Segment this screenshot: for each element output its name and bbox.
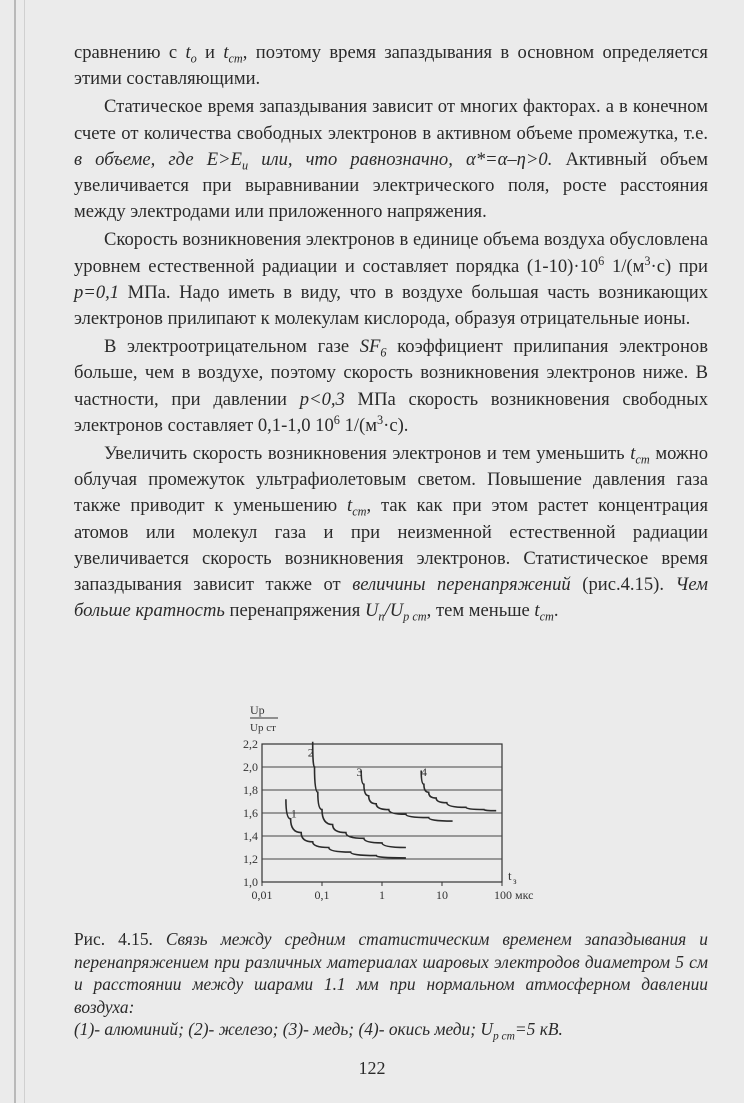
y-axis-label-denominator: Up ст xyxy=(250,722,276,734)
math-p: p=0,1 xyxy=(74,281,120,303)
page-edge-line xyxy=(14,0,16,1103)
math-sub: cm xyxy=(228,51,243,66)
paragraph-4 xyxy=(74,334,708,439)
math-tst: t xyxy=(223,42,229,63)
y-tick-label: 1,2 xyxy=(243,852,258,866)
paragraph-1 xyxy=(74,40,708,92)
text-span: сравнению с xyxy=(74,42,186,63)
series-line-4 xyxy=(421,771,496,811)
text-span: (рис.4.15). xyxy=(570,574,676,596)
figure-caption xyxy=(74,928,708,1041)
text-span: Активный объем увеличивается при выравнивании электрического поля, росте расстояния между электродами или приложенного напряжения. xyxy=(74,148,708,223)
text-span: коэффициент прилипания электронов больше, чем в воздухе, поэтому скорость возникновения электронов ниже. В частности, при давлении xyxy=(74,336,709,410)
math-sub: cm xyxy=(539,609,554,624)
y-axis-label-numerator: Up xyxy=(250,703,265,717)
italic-span: Чем больше кратность xyxy=(74,574,708,622)
math-t: t xyxy=(347,495,353,517)
caption-paragraph xyxy=(74,928,708,1041)
x-tick-label: 1 xyxy=(379,888,385,902)
math-sub: u xyxy=(241,158,249,173)
text-span: , так как при этом растет концентрация атомов или молекул газа и при неизменной естественной радиации увеличивается скорость возникновения электронов. Статистическое время запаздывания зависит также от xyxy=(74,495,708,596)
text-span: ·с). xyxy=(383,414,409,436)
math-sub: o xyxy=(190,51,197,66)
math-sup: 3 xyxy=(644,253,651,268)
paragraph-5 xyxy=(74,441,708,624)
text-span: МПа скорость возникновения свободных электронов составляет 0,1-1,0 10 xyxy=(74,388,708,436)
text-span: Увеличить скорость возникновения электронов и тем уменьшить xyxy=(104,443,631,465)
text-span: 1/(м xyxy=(604,255,645,277)
curve-label-3: 3 xyxy=(356,765,363,780)
paragraph-2 xyxy=(74,94,708,225)
curve-label-4: 4 xyxy=(420,765,427,780)
x-axis-label: t xyxy=(508,868,512,883)
math-sub: п xyxy=(378,609,385,624)
series-line-1 xyxy=(286,799,406,858)
y-tick-label: 2,2 xyxy=(243,737,258,751)
chart-svg xyxy=(226,698,566,918)
italic-span: величины перенапряжений xyxy=(352,574,571,596)
math-sub: cm xyxy=(352,505,367,520)
y-tick-label: 1,4 xyxy=(243,829,258,843)
caption-prefix: Рис. 4.15. xyxy=(74,929,166,949)
figure-4-15 xyxy=(226,698,566,918)
caption-text: Связь между средним статистическим временем запаздывания и перенапряжением при различных материалах шаровых электродов диаметром 5 см и расстоянии между шарами 1.1 мм при нормальном атмосферном давлении воздуха: xyxy=(74,929,708,1017)
x-tick-label: 0,01 xyxy=(251,888,273,902)
math-sup: 3 xyxy=(377,412,384,427)
math-u: /U xyxy=(384,600,404,622)
math-sub: p cm xyxy=(403,609,427,624)
text-span: Статическое время запаздывания зависит от многих факторах. а в конечном счете от количества свободных электронов в активном объеме промежутка, т.е. xyxy=(74,96,708,144)
math-sub: p cm xyxy=(492,1030,515,1043)
italic-span: или, что равнозначно, xyxy=(248,148,466,170)
italic-span: в объеме, где xyxy=(74,148,207,170)
y-tick-label: 1,6 xyxy=(243,806,258,820)
text-span: ·с) при xyxy=(650,255,708,277)
math-sub: cm xyxy=(635,452,650,467)
curve-label-1: 1 xyxy=(290,806,297,821)
text-span: МПа. Надо иметь в виду, что в воздухе большая часть возникающих электронов прилипают к молекулам кислорода, образуя отрицательные ионы. xyxy=(74,281,708,330)
math-sup: 6 xyxy=(333,412,340,427)
x-axis-label-sub: з xyxy=(513,876,517,886)
text-span: Скорость возникновения электронов в единице объема воздуха обусловлена уровнем естественной радиации и составляет порядка (1-10)·10 xyxy=(74,229,708,277)
y-tick-label: 1,8 xyxy=(243,783,258,797)
y-tick-label: 2,0 xyxy=(243,760,258,774)
series-line-2 xyxy=(313,742,406,848)
page-number: 122 xyxy=(358,1058,386,1078)
math-u: U xyxy=(364,600,379,622)
x-tick-label: 100 мкс xyxy=(494,888,534,902)
x-tick-label: 10 xyxy=(436,888,448,902)
paragraph-3 xyxy=(74,227,708,332)
math-sf6: SF xyxy=(359,336,381,358)
math-t0: t xyxy=(185,42,191,63)
text-span: , тем меньше xyxy=(426,600,535,622)
math-sub: 6 xyxy=(380,345,387,360)
page-edge-line-inner xyxy=(24,0,25,1103)
math-sup: 6 xyxy=(598,253,605,268)
text-span: и xyxy=(196,42,224,63)
math-p: p<0,3 xyxy=(299,388,345,410)
body-text xyxy=(74,40,708,624)
x-tick-label: 0,1 xyxy=(314,888,330,902)
math-alpha: α*=α–η>0. xyxy=(465,148,553,170)
caption-materials: (1)- алюминий; (2)- железо; (3)- медь; (4)- окись меди; U xyxy=(74,1019,493,1040)
series-line-3 xyxy=(361,771,452,822)
math-t: t xyxy=(630,443,636,465)
text-span: перенапряжения xyxy=(224,600,365,622)
math-e: E>E xyxy=(206,148,242,170)
text-span: , поэтому время запаздывания в основном определяется этими составляющими. xyxy=(74,42,708,90)
curve-label-2: 2 xyxy=(307,745,314,760)
text-span: 1/(м xyxy=(339,414,377,436)
caption-tail: =5 кВ. xyxy=(514,1019,563,1040)
text-span: можно облучая промежуток ультрафиолетовым светом. Повышение давления газа также приводит к уменьшению xyxy=(74,443,709,517)
y-tick-label: 1,0 xyxy=(243,875,258,889)
text-span: В электроотрицательном газе xyxy=(104,336,360,358)
math-t: t xyxy=(534,600,540,622)
text-span: . xyxy=(553,600,559,622)
